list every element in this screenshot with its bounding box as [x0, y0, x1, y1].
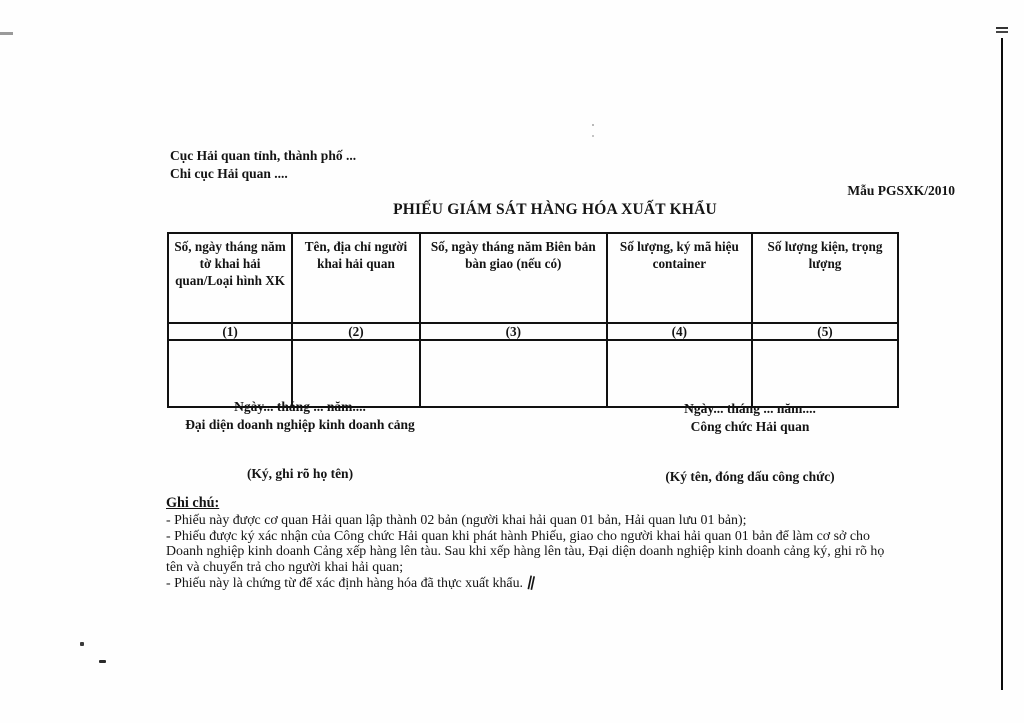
scan-artifact-speck [80, 642, 84, 646]
scan-artifact-equals-mark [996, 27, 1008, 29]
sig-left-role: Đại diện doanh nghiệp kinh doanh cảng [185, 417, 415, 432]
column-number-row [168, 323, 898, 340]
col-header-handover-record: Số, ngày tháng năm Biên bản bàn giao (nếu có) [420, 233, 607, 323]
form-code: Mẫu PGSXK/2010 [847, 183, 955, 198]
org-line-province: Cục Hải quan tỉnh, thành phố ... [170, 148, 357, 163]
col-number-4: (4) [607, 323, 752, 340]
table-row [168, 340, 898, 407]
handwritten-mark: ∥ [524, 575, 535, 593]
sig-right-date-line: Ngày... tháng ... năm.... [684, 401, 816, 416]
note-item-1: - Phiếu này được cơ quan Hải quan lập thành 02 bản (người khai hải quan 01 bản, Hải quan lưu 01 bản); [166, 512, 747, 528]
col-header-declaration: Số, ngày tháng năm tờ khai hải quan/Loại hình XK [168, 233, 292, 323]
table-header-row [168, 233, 898, 323]
col-header-container: Số lượng, ký mã hiệu container [607, 233, 752, 323]
col-header-packages-weight: Số lượng kiện, trọng lượng [752, 233, 898, 323]
note-item-3 [166, 576, 892, 592]
notes-section [166, 496, 892, 592]
col-number-2: (2) [292, 323, 420, 340]
table-cell-empty [420, 340, 607, 407]
table-cell-empty [752, 340, 898, 407]
scan-artifact-speck [99, 660, 106, 663]
scan-artifact-faint-dots [592, 124, 594, 126]
scan-artifact-right-edge-line [1001, 38, 1003, 690]
sig-right-instruction: (Ký tên, đóng dấu công chức) [665, 469, 835, 484]
scan-artifact-left-dash [0, 32, 13, 35]
table-cell-empty [292, 340, 420, 407]
note-item-3-text: - Phiếu này là chứng từ để xác định hàng hóa đã thực xuất khẩu. [166, 575, 524, 591]
sig-left-date-line: Ngày... tháng ... năm.... [234, 399, 366, 414]
notes-heading: Ghi chú: [166, 495, 220, 511]
col-number-3: (3) [420, 323, 607, 340]
issuing-org-block [170, 147, 356, 183]
col-header-declarant: Tên, địa chỉ người khai hải quan [292, 233, 420, 323]
supervision-table [167, 232, 899, 408]
org-line-branch: Chi cục Hải quan .... [170, 166, 288, 181]
table-cell-empty [607, 340, 752, 407]
sig-left-instruction: (Ký, ghi rõ họ tên) [246, 466, 354, 481]
sig-right-role: Công chức Hải quan [690, 419, 810, 434]
page-title: PHIẾU GIÁM SÁT HÀNG HÓA XUẤT KHẨU [393, 201, 717, 218]
col-number-1: (1) [168, 323, 292, 340]
table-cell-empty [168, 340, 292, 407]
note-item-2: - Phiếu được ký xác nhận của Công chức Hải quan khi phát hành Phiếu, giao cho người khai hải quan 01 bản để làm cơ sở cho Doanh nghiệp kinh doanh Cảng xếp hàng lên tàu. Sau khi xếp hàng lên tàu, Đại diện doanh nghiệp kinh doanh cảng ký, ghi rõ họ tên và chuyển trả cho người khai hải quan; [166, 528, 885, 576]
col-number-5: (5) [752, 323, 898, 340]
